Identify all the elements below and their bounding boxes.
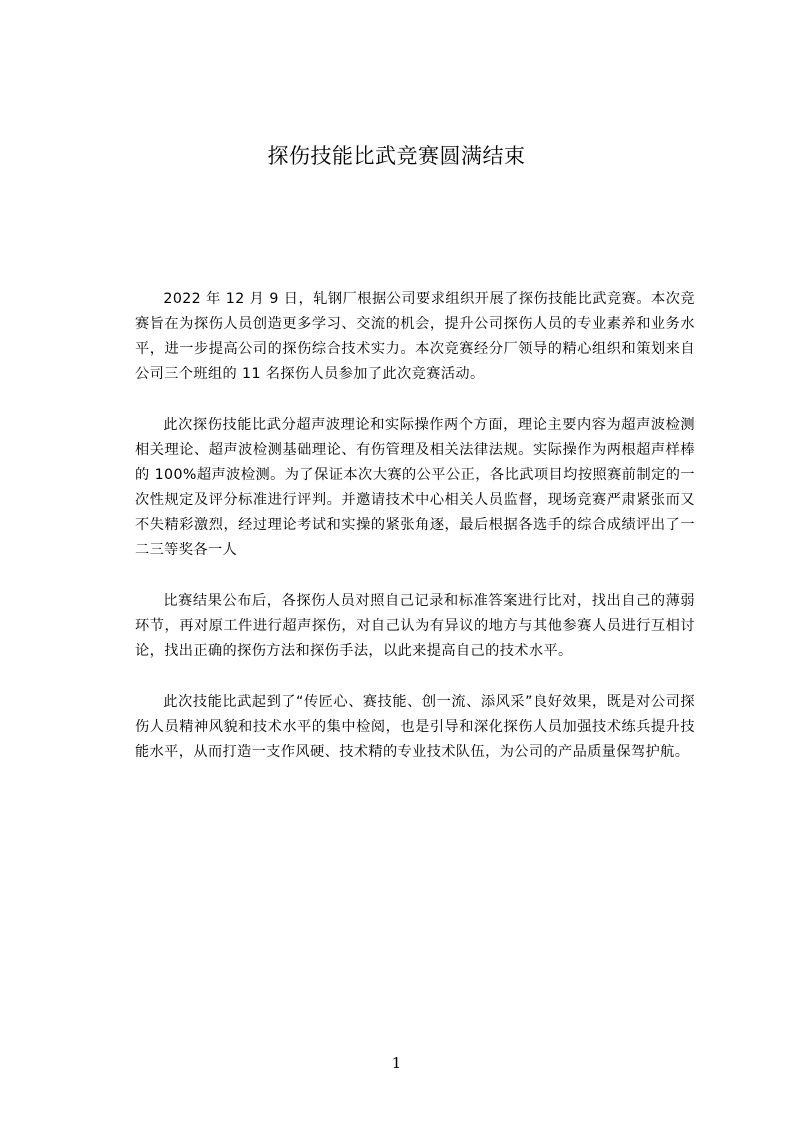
- page-number: 1: [391, 1054, 402, 1072]
- document-title: 探伤技能比武竞赛圆满结束: [267, 144, 526, 168]
- paragraph-4: 此次技能比武起到了“传匠心、赛技能、创一流、添风采”良好效果，既是对公司探伤人员精神风貌和技术水平的集中检阅，也是引导和深化探伤人员加强技术练兵提升技能水平，从而打造一支作风硬、技术精的专业技术队伍，为公司的产品质量保驾护航。: [135, 694, 695, 760]
- paragraph-1: 2022 年 12 月 9 日，轧钢厂根据公司要求组织开展了探伤技能比武竞赛。本次竞赛旨在为探伤人员创造更多学习、交流的机会，提升公司探伤人员的专业素养和业务水平，进一步提高公司的探伤综合技术实力。本次竞赛经分厂领导的精心组织和策划来自公司三个班组的 11 名探伤人员参加了此次竞赛活动。: [135, 291, 695, 382]
- paragraph-2: 此次探伤技能比武分超声波理论和实际操作两个方面，理论主要内容为超声波检测相关理论、超声波检测基础理论、有伤管理及相关法律法规。实际操作为两根超声样棒的 100%超声波检测。为了保证本次大赛的公平公正，各比武项目均按照赛前制定的一次性规定及评分标准进行评判。并邀请技术中心相关人员监督，现场竞赛严肃紧张而又不失精彩激烈，经过理论考试和实操的紧张角逐，最后根据各选手的综合成绩评出了一二三等奖各一人: [135, 417, 695, 558]
- paragraph-3: 比赛结果公布后，各探伤人员对照自己记录和标准答案进行比对，找出自己的薄弱环节，再对原工件进行超声探伤，对自己认为有异议的地方与其他参赛人员进行互相讨论，找出正确的探伤方法和探伤手法，以此来提高自己的技术水平。: [135, 593, 695, 659]
- document-body: [135, 287, 695, 791]
